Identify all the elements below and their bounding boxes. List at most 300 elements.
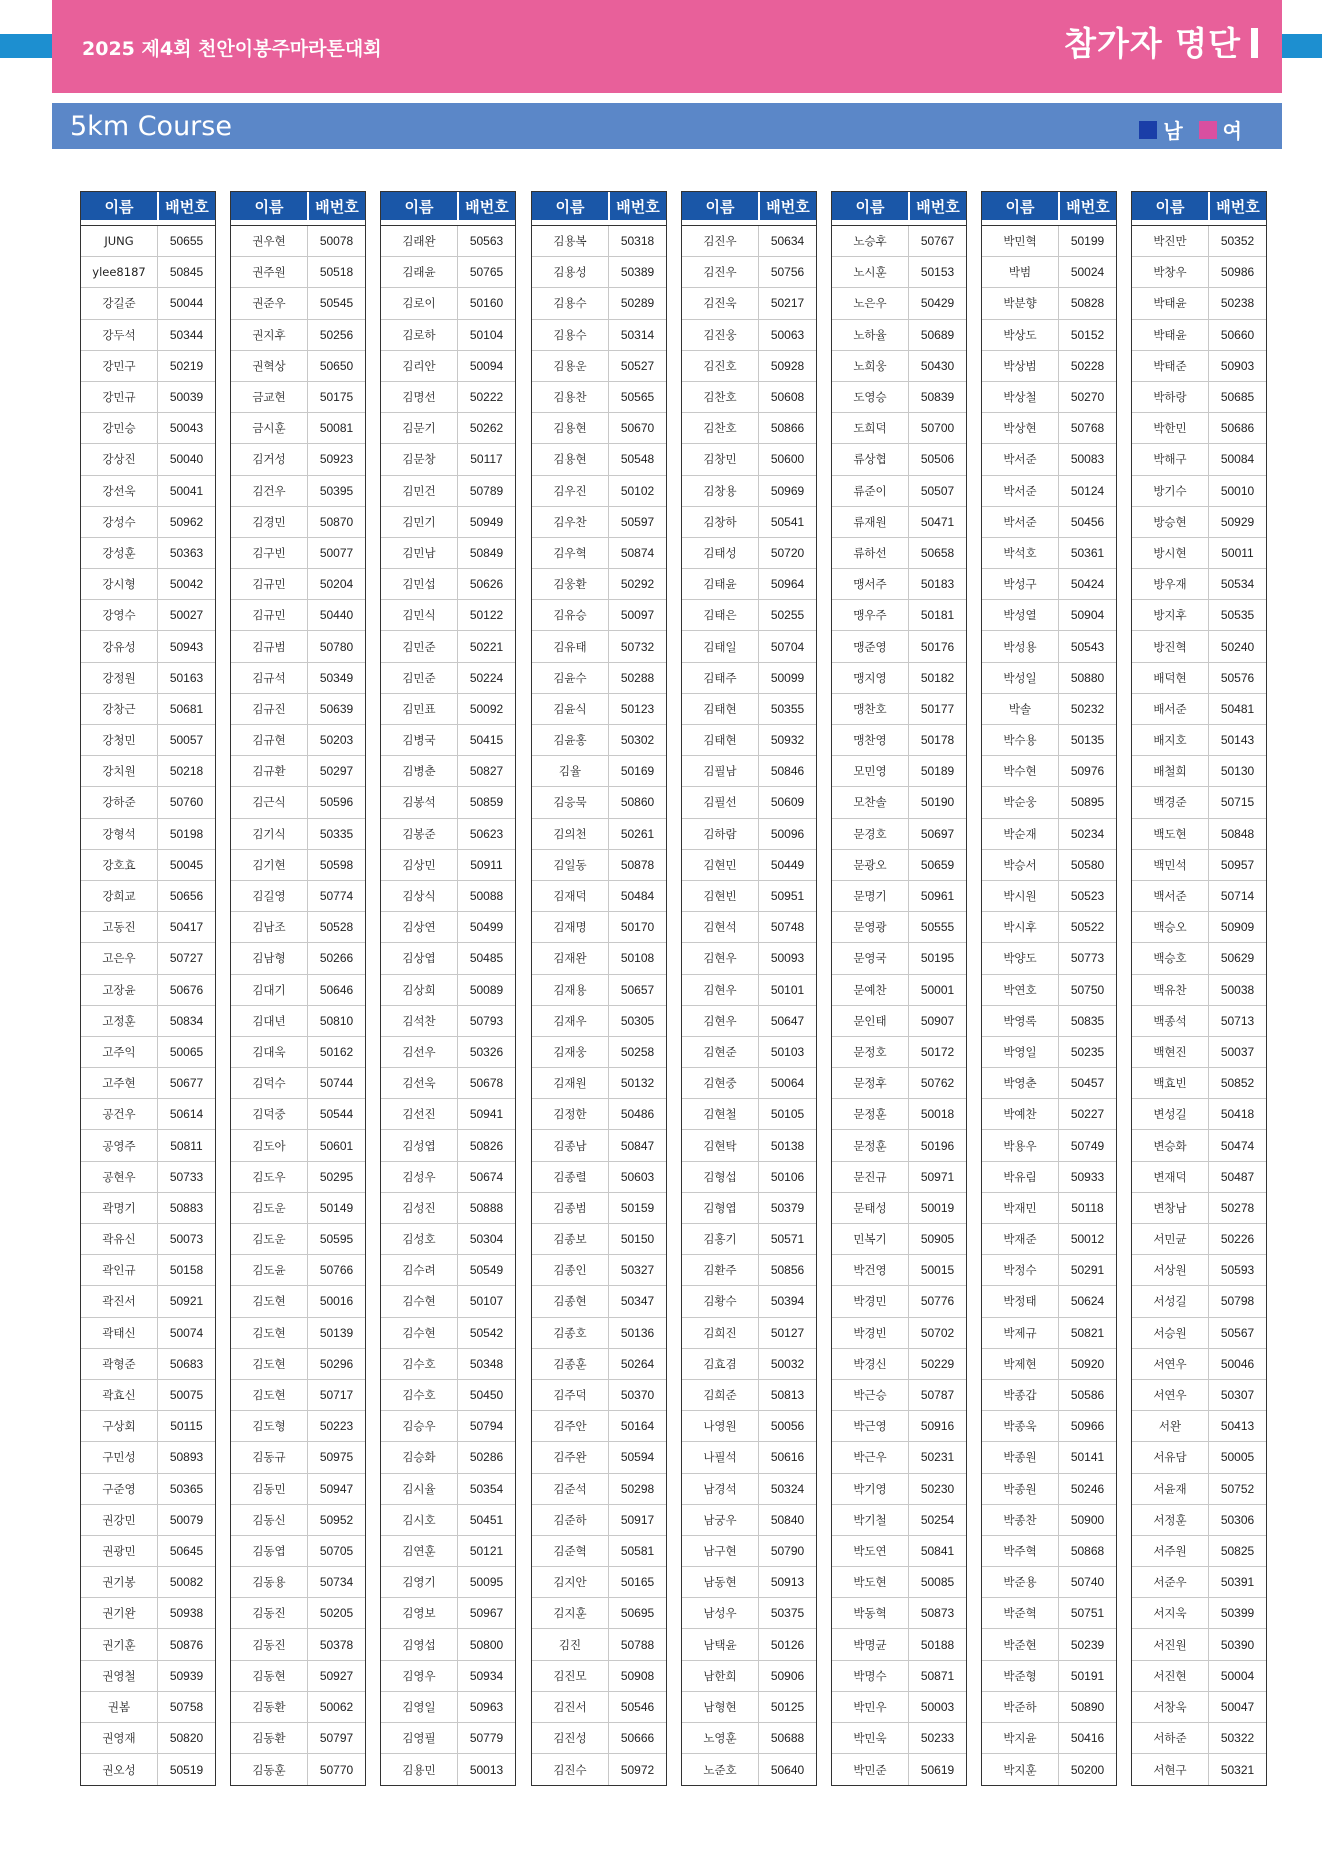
participant-name: 박준현 <box>982 1629 1059 1659</box>
table-row <box>832 1411 966 1442</box>
participant-name: 서윤재 <box>1132 1474 1209 1504</box>
bib-number: 50012 <box>1070 1232 1105 1247</box>
participant-name: 김우진 <box>532 476 609 506</box>
participant-name: 김규민 <box>231 569 308 599</box>
table-row <box>1132 1629 1266 1660</box>
bib-number: 50666 <box>620 1731 655 1746</box>
participant-name: 권영재 <box>81 1723 158 1753</box>
participant-name: 김도아 <box>231 1130 308 1160</box>
participant-column <box>981 191 1117 1786</box>
table-row <box>81 288 215 319</box>
table-row <box>231 819 365 850</box>
bib-number: 50291 <box>1070 1263 1105 1278</box>
participant-name: 박상현 <box>982 413 1059 443</box>
bib-number: 50094 <box>469 358 504 373</box>
table-row <box>231 943 365 974</box>
participant-name: 김진성 <box>532 1723 609 1753</box>
table-row <box>682 631 816 662</box>
column-header <box>982 192 1116 220</box>
table-row <box>81 1442 215 1473</box>
table-row <box>81 1006 215 1037</box>
bib-number: 50810 <box>319 1013 354 1028</box>
table-row <box>982 850 1116 881</box>
bib-number: 50600 <box>770 452 805 467</box>
bib-number: 50296 <box>319 1356 354 1371</box>
bib-number: 50549 <box>469 1263 504 1278</box>
bib-number: 50928 <box>770 358 805 373</box>
participant-name: 김진호 <box>682 351 759 381</box>
table-row <box>1132 1006 1266 1037</box>
bib-number: 50594 <box>620 1450 655 1465</box>
bib-number: 50045 <box>169 857 204 872</box>
table-row <box>231 694 365 725</box>
table-row <box>381 444 515 475</box>
bib-number: 50005 <box>1220 1450 1255 1465</box>
participant-name: 김현철 <box>682 1099 759 1129</box>
table-row <box>231 413 365 444</box>
participant-name: 강형석 <box>81 819 158 849</box>
bib-number: 50624 <box>1070 1294 1105 1309</box>
bib-number: 50302 <box>620 733 655 748</box>
participant-name: 남경석 <box>682 1474 759 1504</box>
bib-number: 50749 <box>1070 1138 1105 1153</box>
table-row <box>532 1130 666 1161</box>
bib-number: 50378 <box>319 1637 354 1652</box>
bib-number: 50596 <box>319 795 354 810</box>
bib-number: 50821 <box>1070 1325 1105 1340</box>
table-row <box>532 1629 666 1660</box>
table-row <box>682 382 816 413</box>
bib-number: 50039 <box>169 390 204 405</box>
participant-name: 강길준 <box>81 288 158 318</box>
bib-number: 50629 <box>1220 951 1255 966</box>
participant-name: 김도운 <box>231 1193 308 1223</box>
participant-name: 김용성 <box>532 257 609 287</box>
bib-number: 50908 <box>620 1668 655 1683</box>
participant-name: 김경민 <box>231 507 308 537</box>
participant-name: 김민표 <box>381 694 458 724</box>
bib-number: 50082 <box>169 1575 204 1590</box>
legend-female-swatch <box>1199 121 1217 139</box>
bib-number: 50449 <box>770 857 805 872</box>
participant-name: 박양도 <box>982 943 1059 973</box>
bib-number: 50793 <box>469 1013 504 1028</box>
column-body <box>832 225 966 1785</box>
participant-name: 고주현 <box>81 1068 158 1098</box>
table-row <box>81 850 215 881</box>
participant-name: 김지훈 <box>532 1598 609 1628</box>
table-row <box>231 538 365 569</box>
participant-name: 박석호 <box>982 538 1059 568</box>
participant-name: 김영보 <box>381 1598 458 1628</box>
participant-name: 박승서 <box>982 850 1059 880</box>
participant-name: 박경민 <box>832 1286 909 1316</box>
bib-number: 50794 <box>469 1419 504 1434</box>
table-row <box>982 413 1116 444</box>
table-row <box>1132 1442 1266 1473</box>
table-row <box>832 1099 966 1130</box>
bib-number: 50182 <box>920 670 955 685</box>
participant-name: 박경신 <box>832 1349 909 1379</box>
participant-name: 박서준 <box>982 507 1059 537</box>
bib-number: 50262 <box>469 421 504 436</box>
table-row <box>231 850 365 881</box>
table-row <box>982 1286 1116 1317</box>
participant-name: 김선진 <box>381 1099 458 1129</box>
participant-column <box>531 191 667 1786</box>
table-row <box>682 1006 816 1037</box>
participant-name: 김규석 <box>231 663 308 693</box>
participant-name: 권혁상 <box>231 351 308 381</box>
participant-name: 김율 <box>532 756 609 786</box>
participant-name: 문경호 <box>832 819 909 849</box>
participant-name: 류하선 <box>832 538 909 568</box>
participant-name: 문영광 <box>832 912 909 942</box>
bib-number: 50905 <box>920 1232 955 1247</box>
bib-number: 50183 <box>920 577 955 592</box>
bib-number: 50139 <box>319 1325 354 1340</box>
bib-number: 50062 <box>319 1699 354 1714</box>
bib-number: 50063 <box>770 327 805 342</box>
table-row <box>231 631 365 662</box>
bib-number: 50019 <box>920 1200 955 1215</box>
bib-number: 50766 <box>319 1263 354 1278</box>
table-row <box>982 694 1116 725</box>
participant-name: 모찬솔 <box>832 787 909 817</box>
table-row <box>381 1411 515 1442</box>
bib-number: 50219 <box>169 358 204 373</box>
bib-number: 50348 <box>469 1356 504 1371</box>
participant-name: 백승오 <box>1132 912 1209 942</box>
participant-name: 김수려 <box>381 1255 458 1285</box>
bib-number: 50581 <box>620 1543 655 1558</box>
bib-number: 50239 <box>1070 1637 1105 1652</box>
bib-header: 배번호 <box>465 197 509 216</box>
bib-number: 50177 <box>920 701 955 716</box>
table-row <box>81 351 215 382</box>
table-row <box>682 756 816 787</box>
participant-name: 서정훈 <box>1132 1505 1209 1535</box>
bib-number: 50457 <box>1070 1076 1105 1091</box>
bib-number: 50523 <box>1070 889 1105 904</box>
bib-number: 50580 <box>1070 857 1105 872</box>
bib-number: 50089 <box>469 982 504 997</box>
participant-name: 서승원 <box>1132 1318 1209 1348</box>
participant-name: 김수호 <box>381 1380 458 1410</box>
bib-number: 50702 <box>920 1325 955 1340</box>
bib-number: 50841 <box>920 1543 955 1558</box>
bib-number: 50619 <box>920 1762 955 1777</box>
bib-number: 50203 <box>319 733 354 748</box>
column-header <box>1132 192 1266 220</box>
title-bar-mark <box>1251 28 1258 58</box>
participant-name: 권강민 <box>81 1505 158 1535</box>
table-row <box>832 1349 966 1380</box>
bib-number: 50027 <box>169 608 204 623</box>
table-row <box>532 226 666 257</box>
bib-number: 50481 <box>1220 701 1255 716</box>
bib-number: 50951 <box>770 889 805 904</box>
bib-number: 50916 <box>920 1419 955 1434</box>
bib-number: 50306 <box>1220 1512 1255 1527</box>
bib-number: 50335 <box>319 826 354 841</box>
bib-number: 50595 <box>319 1232 354 1247</box>
name-header: 이름 <box>982 192 1060 220</box>
table-row <box>532 507 666 538</box>
participant-name: 강상진 <box>81 444 158 474</box>
table-row <box>832 1661 966 1692</box>
participant-name: 김종현 <box>532 1286 609 1316</box>
bib-number: 50608 <box>770 390 805 405</box>
participant-name: 김길영 <box>231 881 308 911</box>
bib-number: 50238 <box>1220 296 1255 311</box>
table-row <box>532 1068 666 1099</box>
bib-number: 50191 <box>1070 1668 1105 1683</box>
participant-name: 김용수 <box>532 288 609 318</box>
participant-name: 박정수 <box>982 1255 1059 1285</box>
participant-name: 권봄 <box>81 1692 158 1722</box>
bib-number: 50318 <box>620 234 655 249</box>
table-row <box>682 351 816 382</box>
table-row <box>381 1629 515 1660</box>
table-row <box>381 351 515 382</box>
column-header <box>381 192 515 220</box>
table-row <box>1132 1130 1266 1161</box>
participant-name: 남한희 <box>682 1661 759 1691</box>
participant-name: 김창민 <box>682 444 759 474</box>
bib-number: 50391 <box>1220 1575 1255 1590</box>
table-row <box>1132 413 1266 444</box>
bib-number: 50852 <box>1220 1076 1255 1091</box>
participant-name: 김현중 <box>682 1068 759 1098</box>
bib-number: 50878 <box>620 857 655 872</box>
table-row <box>231 1349 365 1380</box>
bib-number: 50429 <box>920 296 955 311</box>
table-row <box>81 320 215 351</box>
bib-number: 50647 <box>770 1013 805 1028</box>
table-row <box>682 288 816 319</box>
bib-number: 50322 <box>1220 1731 1255 1746</box>
table-row <box>532 1380 666 1411</box>
bib-number: 50705 <box>319 1543 354 1558</box>
table-row <box>682 1661 816 1692</box>
bib-number: 50883 <box>169 1200 204 1215</box>
participant-name: 강성훈 <box>81 538 158 568</box>
bib-number: 50800 <box>469 1637 504 1652</box>
bib-number: 50943 <box>169 639 204 654</box>
table-row <box>982 1224 1116 1255</box>
participant-name: 박민우 <box>832 1692 909 1722</box>
bib-number: 50487 <box>1220 1169 1255 1184</box>
table-row <box>1132 1380 1266 1411</box>
bib-number: 50042 <box>169 577 204 592</box>
participant-name: 서연우 <box>1132 1380 1209 1410</box>
participant-name: 강민승 <box>81 413 158 443</box>
table-row <box>982 1661 1116 1692</box>
bib-number: 50717 <box>319 1388 354 1403</box>
bib-number: 50798 <box>1220 1294 1255 1309</box>
bib-number: 50172 <box>920 1044 955 1059</box>
table-row <box>381 819 515 850</box>
participant-name: 김용현 <box>532 413 609 443</box>
participant-name: 구상회 <box>81 1411 158 1441</box>
table-row <box>1132 1255 1266 1286</box>
participant-name: 박도현 <box>832 1567 909 1597</box>
table-row <box>982 1130 1116 1161</box>
participant-name: 김준하 <box>532 1505 609 1535</box>
name-header: 이름 <box>1132 192 1210 220</box>
table-row <box>982 912 1116 943</box>
bib-number: 50695 <box>620 1606 655 1621</box>
table-row <box>381 975 515 1006</box>
bib-number: 50298 <box>620 1481 655 1496</box>
table-row <box>832 663 966 694</box>
table-row <box>832 1162 966 1193</box>
bib-number: 50686 <box>1220 421 1255 436</box>
bib-number: 50623 <box>469 826 504 841</box>
table-row <box>832 569 966 600</box>
table-row <box>81 1037 215 1068</box>
table-row <box>1132 288 1266 319</box>
bib-number: 50314 <box>620 327 655 342</box>
table-row <box>1132 320 1266 351</box>
participant-name: 강두석 <box>81 320 158 350</box>
participant-name: 문정후 <box>832 1068 909 1098</box>
bib-number: 50499 <box>469 920 504 935</box>
bib-number: 50681 <box>169 701 204 716</box>
bib-number: 50217 <box>770 296 805 311</box>
participant-name: 김재완 <box>532 943 609 973</box>
table-row <box>832 444 966 475</box>
table-row <box>231 1598 365 1629</box>
participant-name: 곽유신 <box>81 1224 158 1254</box>
bib-number: 50825 <box>1220 1543 1255 1558</box>
participant-name: 김수현 <box>381 1318 458 1348</box>
participant-name: 백민석 <box>1132 850 1209 880</box>
participant-name: 김일동 <box>532 850 609 880</box>
table-row <box>381 1130 515 1161</box>
participant-name: 강시형 <box>81 569 158 599</box>
table-row <box>982 1629 1116 1660</box>
participant-name: 김진웅 <box>682 320 759 350</box>
participant-name: 김희진 <box>682 1318 759 1348</box>
bib-number: 50921 <box>169 1294 204 1309</box>
bib-number: 50278 <box>1220 1200 1255 1215</box>
table-row <box>532 1723 666 1754</box>
bib-number: 50750 <box>1070 982 1105 997</box>
table-row <box>682 1380 816 1411</box>
participant-name: 김현우 <box>682 975 759 1005</box>
participant-name: 노희웅 <box>832 351 909 381</box>
table-row <box>381 1505 515 1536</box>
participant-name: 김태윤 <box>682 569 759 599</box>
participant-name: 박주혁 <box>982 1536 1059 1566</box>
table-row <box>381 1692 515 1723</box>
bib-number: 50676 <box>169 982 204 997</box>
table-row <box>381 476 515 507</box>
name-header: 이름 <box>832 192 910 220</box>
participant-name: 맹지영 <box>832 663 909 693</box>
table-row <box>381 850 515 881</box>
participant-name: 배철희 <box>1132 756 1209 786</box>
table-row <box>832 1598 966 1629</box>
participant-name: 김동진 <box>231 1598 308 1628</box>
participant-name: 문예찬 <box>832 975 909 1005</box>
table-row <box>1132 1224 1266 1255</box>
table-row <box>1132 1162 1266 1193</box>
participant-name: 서유담 <box>1132 1442 1209 1472</box>
bib-number: 50947 <box>319 1481 354 1496</box>
table-row <box>532 1318 666 1349</box>
bib-number: 50934 <box>469 1668 504 1683</box>
table-row <box>81 1536 215 1567</box>
participant-name: 김시호 <box>381 1505 458 1535</box>
participant-name: 박진만 <box>1132 226 1209 256</box>
bib-number: 50081 <box>319 421 354 436</box>
participant-name: 박예찬 <box>982 1099 1059 1129</box>
participant-name: 김현빈 <box>682 881 759 911</box>
table-row <box>982 226 1116 257</box>
bib-number: 50232 <box>1070 701 1105 716</box>
table-row <box>1132 444 1266 475</box>
participant-name: 김현우 <box>682 1006 759 1036</box>
participant-name: 김로이 <box>381 288 458 318</box>
participant-name: 문정호 <box>832 1037 909 1067</box>
participant-name: 김용복 <box>532 226 609 256</box>
participant-column <box>230 191 366 1786</box>
table-row <box>532 1286 666 1317</box>
participant-name: 남구현 <box>682 1536 759 1566</box>
table-row <box>982 725 1116 756</box>
table-row <box>682 476 816 507</box>
participant-name: 김기식 <box>231 819 308 849</box>
table-row <box>682 1598 816 1629</box>
table-row <box>231 1193 365 1224</box>
participant-name: 김준석 <box>532 1474 609 1504</box>
bib-number: 50732 <box>620 639 655 654</box>
bib-number: 50880 <box>1070 670 1105 685</box>
participant-name: 맹찬호 <box>832 694 909 724</box>
table-row <box>532 756 666 787</box>
participant-name: 김태현 <box>682 694 759 724</box>
bib-number: 50176 <box>920 639 955 654</box>
participant-name: 김규범 <box>231 631 308 661</box>
table-row <box>81 569 215 600</box>
participant-name: 강정원 <box>81 663 158 693</box>
participant-name: 김민기 <box>381 507 458 537</box>
participant-name: 김남조 <box>231 912 308 942</box>
participant-name: 박연호 <box>982 975 1059 1005</box>
table-row <box>682 1723 816 1754</box>
table-row <box>982 476 1116 507</box>
bib-number: 50230 <box>920 1481 955 1496</box>
bib-number: 50413 <box>1220 1419 1255 1434</box>
bib-number: 50450 <box>469 1388 504 1403</box>
bib-number: 50733 <box>169 1169 204 1184</box>
table-row <box>532 1349 666 1380</box>
participant-name: 김시율 <box>381 1474 458 1504</box>
bib-number: 50598 <box>319 857 354 872</box>
table-row <box>231 725 365 756</box>
bib-number: 50962 <box>169 514 204 529</box>
column-body <box>231 225 365 1785</box>
participant-name: 김태은 <box>682 600 759 630</box>
table-row <box>231 600 365 631</box>
bib-number: 50264 <box>620 1356 655 1371</box>
participant-name: 남택윤 <box>682 1629 759 1659</box>
table-row <box>832 507 966 538</box>
participant-name: 백유찬 <box>1132 975 1209 1005</box>
